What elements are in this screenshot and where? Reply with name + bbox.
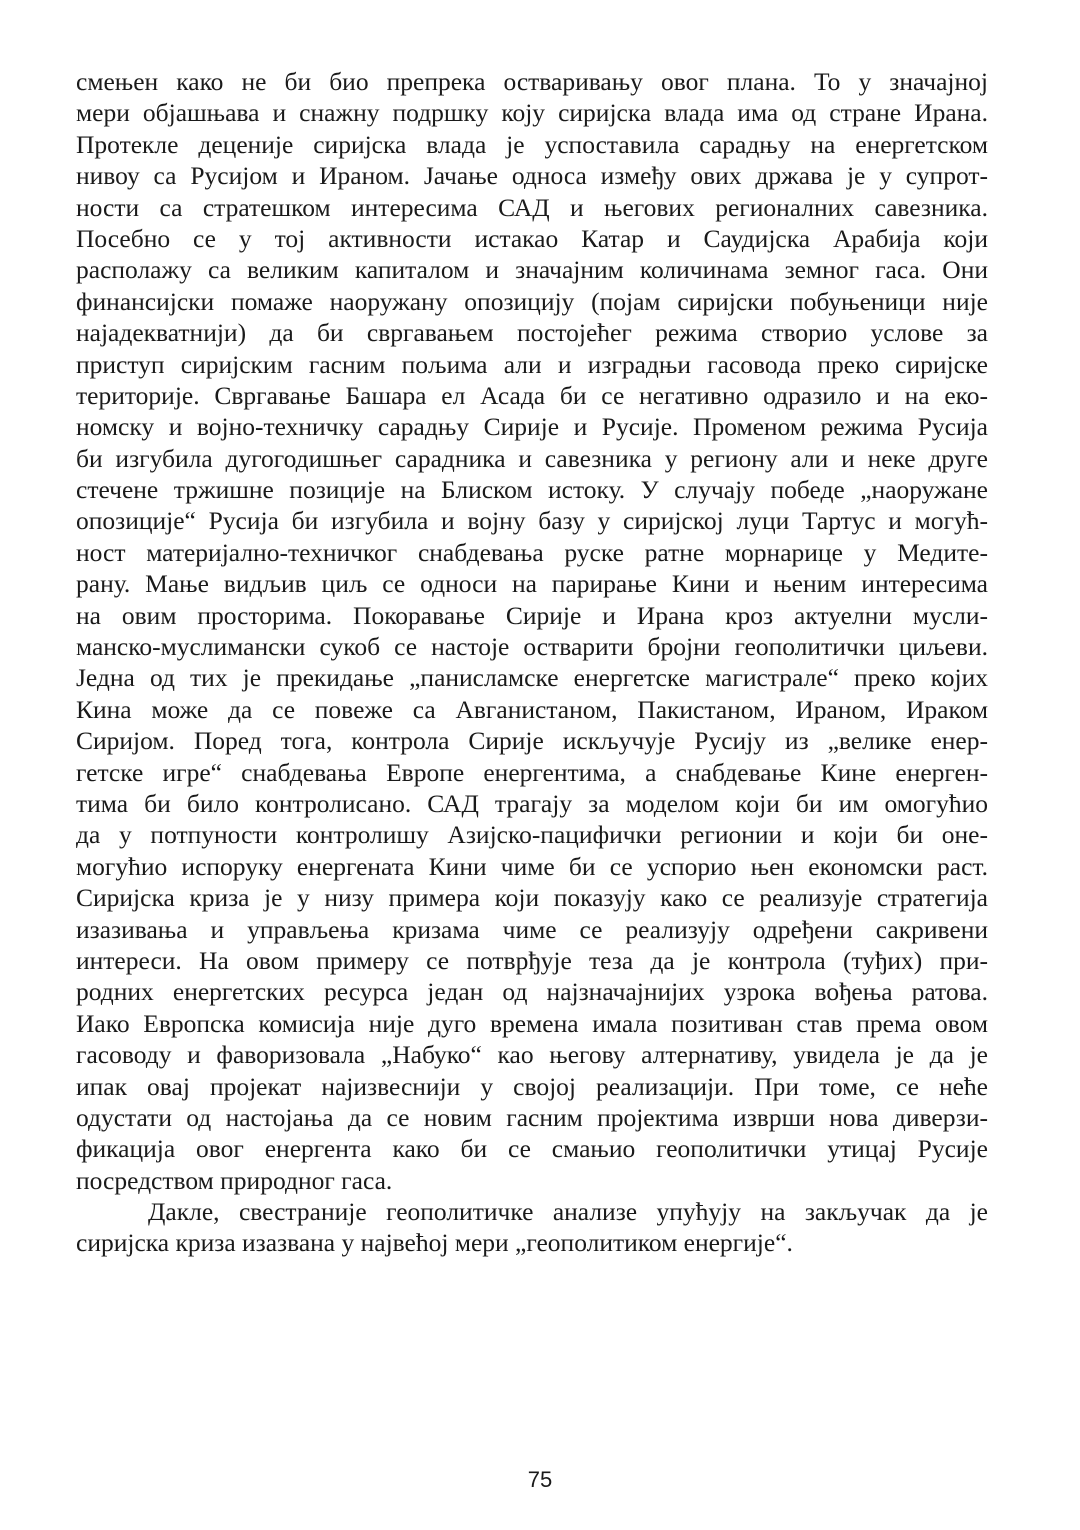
text-line: родних енергетских ресурса један од најзначајнијих узрока вођења ратова. — [76, 977, 988, 1007]
text-line: Сиријска криза је у низу примера који показују како се реализује стратегија — [76, 883, 988, 913]
text-line: сиријска криза изазвана у највећој мери „геополитиком енергије“. — [76, 1228, 793, 1258]
text-line: територије. Свргавање Башара ел Асада би се негативно одразило и на еко- — [76, 380, 988, 410]
text-line: нивоу са Русијом и Ираном. Јачање односа између ових држава је у супрот- — [76, 161, 988, 191]
text-line: гетске игре“ снабдевања Европе енергентима, а снабдевање Кине енерген- — [76, 757, 988, 787]
text-line: најадекватнији) да би свргавањем постојећег режима створио услове за — [76, 318, 988, 348]
text-line: изазивања и управљења кризама чиме се реализују одређени сакривени — [76, 914, 988, 944]
text-line: располажу са великим капиталом и значајним количинама земног гаса. Они — [76, 255, 988, 285]
text-line: фикација овог енергента како би се смањио геополитички утицај Русије — [76, 1134, 988, 1164]
document-body — [76, 66, 988, 1259]
text-line: тима би било контролисано. САД трагају за моделом који би им омогућио — [76, 788, 988, 818]
text-line: би изгубила дугогодишњег сарадника и савезника у региону али и неке друге — [76, 443, 988, 473]
text-line: смењен како не би био препрека остваривању овог плана. То у значајној — [76, 67, 988, 96]
text-line: приступ сиријским гасним пољима али и изградњи гасовода преко сиријске — [76, 349, 988, 379]
text-line: Иако Европска комисија није дуго времена имала позитиван став према овом — [76, 1008, 988, 1038]
text-line: стечене тржишне позиције на Блиском истоку. У случају победе „наоружане — [76, 475, 988, 505]
text-line: интереси. На овом примеру се потврђује теза да је контрола (туђих) при- — [76, 945, 988, 975]
text-line: опозиције“ Русија би изгубила и војну базу у сиријској луци Тартус и могућ- — [76, 506, 988, 536]
text-line: гасоводу и фаворизовала „Набуко“ као његову алтернативу, увидела је да је — [76, 1040, 988, 1070]
text-line: Дакле, свестраније геополитичке анализе упућују на закључак да је — [148, 1197, 988, 1227]
text-line: рану. Мање видљив циљ се односи на парирање Кини и њеним интересима — [76, 569, 988, 599]
text-line: ипак овај пројекат најизвеснији у својој реализацији. При томе, се неће — [76, 1071, 988, 1101]
text-line: одустати од настојања да се новим гасним пројектима изврши нова диверзи- — [76, 1102, 988, 1132]
text-line: Једна од тих је прекидање „панисламске енергетске магистрале“ преко којих — [76, 663, 988, 693]
text-line: посредством природног гаса. — [76, 1165, 393, 1195]
page-number: 75 — [527, 1467, 553, 1492]
text-line: Сиријом. Поред тога, контрола Сирије искључује Русију из „велике енер- — [76, 726, 988, 756]
text-line: на овим просторима. Покоравање Сирије и Ирана кроз актуелни мусли- — [76, 600, 988, 630]
text-line: номску и војно-техничку сарадњу Сирије и Русије. Променом режима Русија — [76, 412, 988, 442]
text-line: да у потпуности контролишу Азијско-пацифички регионии и који би оне- — [76, 820, 988, 850]
text-line: могућио испоруку енергената Кини чиме би се успорио њен економски раст. — [76, 851, 988, 881]
text-line: финансијски помаже наоружану опозицију (појам сиријски побуњеници није — [76, 286, 988, 316]
text-line: Протекле деценије сиријска влада је успоставила сарадњу на енергетском — [76, 129, 988, 159]
text-line: мери објашњава и снажну подршку коју сиријска влада има од стране Ирана. — [76, 98, 988, 128]
text-line: ност материјално-техничког снабдевања руске ратне морнарице у Медите- — [76, 537, 988, 567]
paragraph-1 — [76, 66, 988, 1196]
paragraph-2 — [76, 1196, 988, 1259]
text-line: Посебно се у тој активности истакао Катар и Саудијска Арабија који — [76, 223, 988, 253]
text-line: манско-муслимански сукоб се настоје остварити бројни геополитички циљеви. — [76, 632, 988, 662]
text-line: Кина може да се повеже са Авганистаном, Пакистаном, Ираном, Ираком — [76, 694, 988, 724]
text-line: ности са стратешком интересима САД и његових регионалних савезника. — [76, 192, 988, 222]
